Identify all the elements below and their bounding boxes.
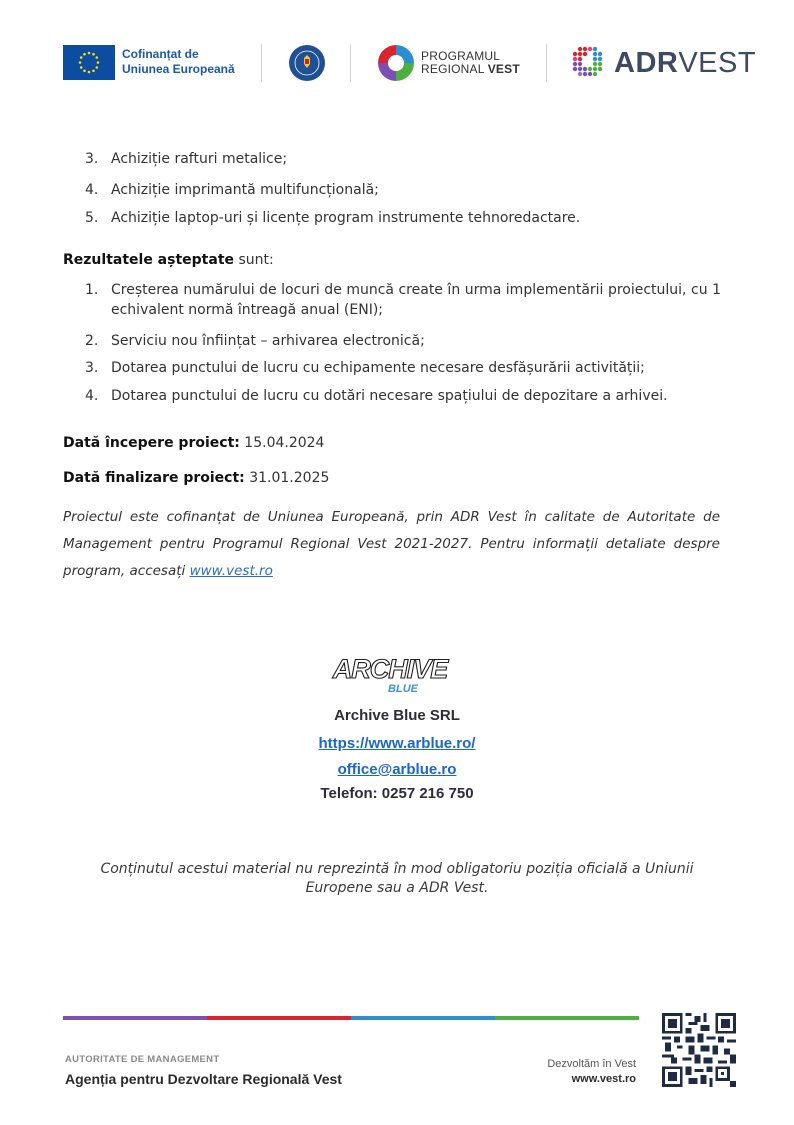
- list-number: 3.: [85, 151, 99, 167]
- adr-vest-wordmark: [614, 44, 756, 82]
- results-heading: [63, 251, 274, 269]
- disclaimer: [60, 860, 734, 898]
- results-heading-rest: sunt:: [234, 252, 274, 268]
- adr-wordmark-bold: ADR: [614, 47, 679, 79]
- company-email-link[interactable]: office@arblue.ro: [337, 761, 457, 778]
- end-date: [63, 469, 329, 487]
- footer-bar-green: [495, 1016, 639, 1020]
- footer-website-link[interactable]: www.vest.ro: [571, 1073, 636, 1085]
- start-date-value: 15.04.2024: [239, 435, 325, 451]
- funding-note-text: Proiectul este cofinanțat de Uniunea Europeană, prin ADR Vest în calitate de Autoritate de Management pentru Programul Regional Vest 2021-2027. Pentru informații detaliate despre program, accesați: [63, 509, 720, 579]
- prv-line2-bold: VEST: [487, 62, 520, 76]
- list-text: Dotarea punctului de lucru cu echipamente necesare desfășurării activității;: [111, 360, 645, 376]
- prv-line2-regular: REGIONAL: [421, 62, 488, 76]
- eu-text-line1: Cofinanțat de: [122, 47, 199, 61]
- list-text: Creșterea numărului de locuri de muncă create în urma implementării proiectului, cu 1 echivalent normă întreagă anual (ENI);: [111, 282, 721, 318]
- disclaimer-line2: Europene sau a ADR Vest.: [305, 880, 489, 896]
- footer-agency-name: Agenția pentru Dezvoltare Regională Vest: [65, 1071, 342, 1087]
- adr-wordmark-light: VEST: [678, 47, 757, 79]
- programul-regional-vest-text: [421, 50, 520, 76]
- list-text: Achiziție laptop-uri și licențe program instrumente tehnoredactare.: [111, 210, 581, 226]
- list-number: 4.: [85, 182, 99, 198]
- eu-flag-icon: [63, 45, 115, 80]
- header-divider: [546, 44, 547, 82]
- start-date-label: Dată începere proiect:: [63, 435, 240, 451]
- programul-regional-vest-logo-icon: [377, 44, 415, 82]
- archive-logo-word: ARCHIVE: [332, 654, 448, 684]
- end-date-label: Dată finalizare proiect:: [63, 470, 245, 486]
- start-date: [63, 434, 324, 452]
- footer-bar-purple: [63, 1016, 207, 1020]
- list-number: 2.: [85, 333, 99, 349]
- government-seal-icon: [288, 44, 326, 82]
- adr-vest-dots-icon: [569, 44, 607, 82]
- blue-logo-word: BLUE: [388, 683, 418, 695]
- list-text: Achiziție imprimantă multifuncțională;: [111, 182, 379, 198]
- footer-authority-label: AUTORITATE DE MANAGEMENT: [65, 1054, 220, 1065]
- header-divider: [350, 44, 351, 82]
- vest-website-link[interactable]: www.vest.ro: [189, 563, 273, 579]
- list-number: 4.: [85, 388, 99, 404]
- list-number: 5.: [85, 210, 99, 226]
- footer-slogan: Dezvoltăm în Vest: [547, 1058, 636, 1070]
- company-website-link[interactable]: https://www.arblue.ro/: [318, 735, 476, 752]
- list-text: Achiziție rafturi metalice;: [111, 151, 288, 167]
- footer-bar-blue: [351, 1016, 495, 1020]
- funding-note: [63, 504, 720, 585]
- list-number: 3.: [85, 360, 99, 376]
- header-divider: [261, 44, 262, 82]
- end-date-value: 31.01.2025: [244, 470, 330, 486]
- list-text: Dotarea punctului de lucru cu dotări necesare spațiului de depozitare a arhivei.: [111, 388, 668, 404]
- eu-text-line2: Uniunea Europeană: [122, 62, 235, 76]
- company-phone: Telefon: 0257 216 750: [320, 785, 474, 802]
- footer-bar-red: [207, 1016, 351, 1020]
- archive-blue-logo: [332, 650, 448, 696]
- list-number: 1.: [85, 282, 99, 298]
- eu-cofinanced-text: [122, 47, 235, 77]
- company-name: Archive Blue SRL: [334, 707, 460, 724]
- qr-code-icon: [662, 1013, 736, 1087]
- list-text: Serviciu nou înființat – arhivarea electronică;: [111, 333, 425, 349]
- results-heading-bold: Rezultatele așteptate: [63, 252, 235, 268]
- prv-line1: PROGRAMUL: [421, 49, 501, 63]
- disclaimer-line1: Conținutul acestui material nu reprezintă în mod obligatoriu poziția oficială a Uniunii: [100, 861, 694, 877]
